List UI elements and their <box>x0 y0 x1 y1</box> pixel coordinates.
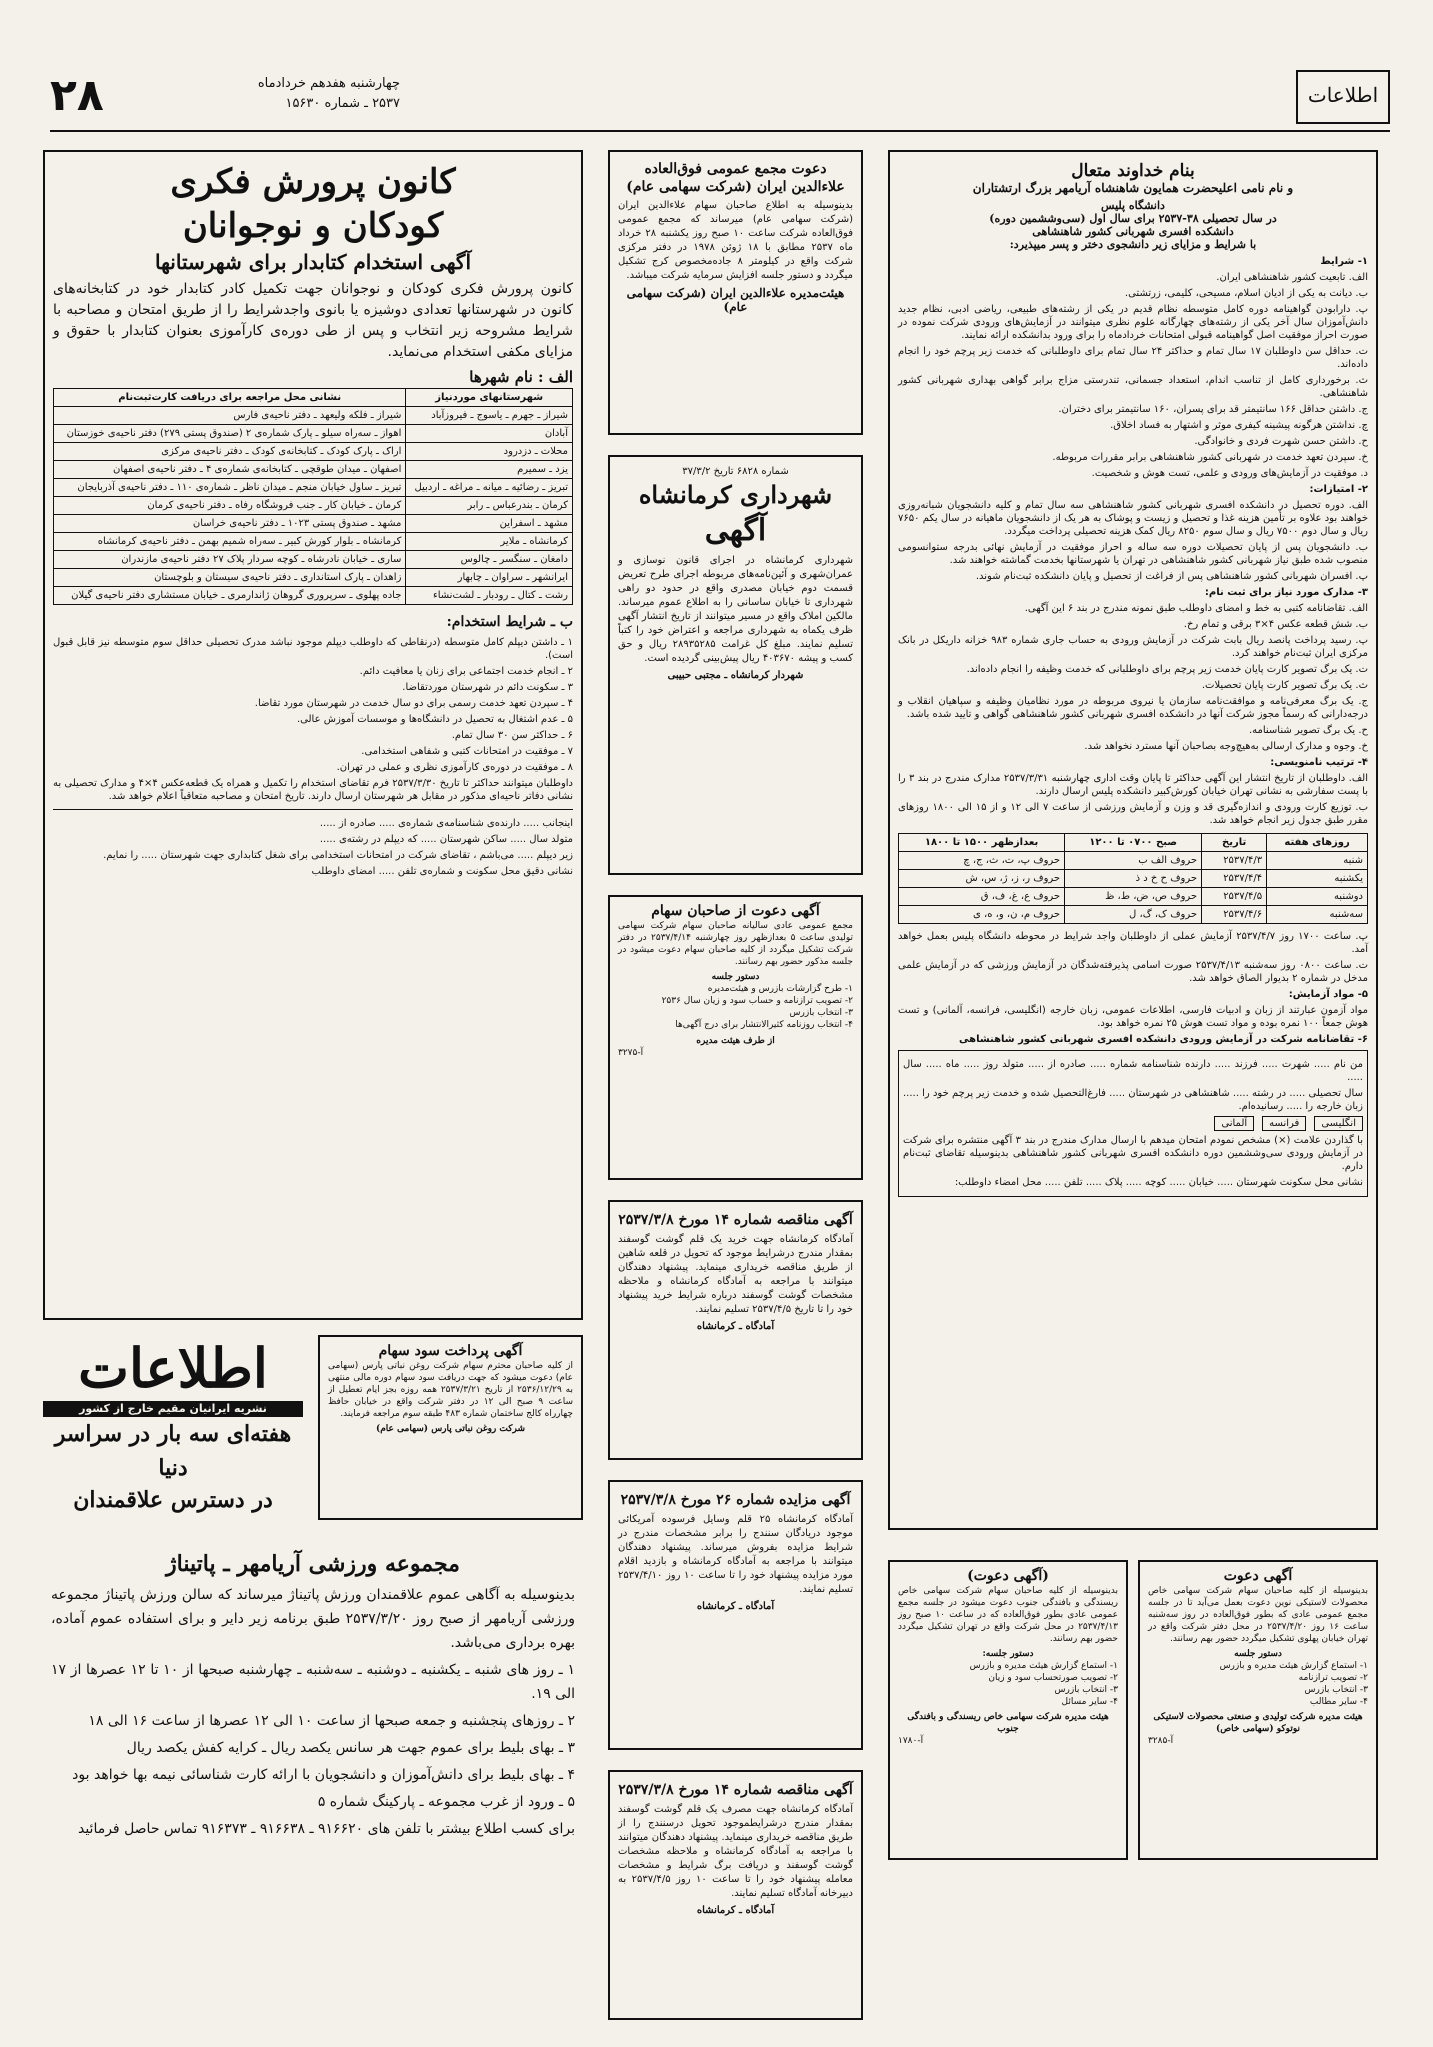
ettelaat-logo: اطلاعات <box>78 1336 268 1400</box>
table-cell: حروف ح خ د ذ <box>1065 870 1202 888</box>
table-row <box>899 888 1368 906</box>
issue-date: چهارشنبه هفدهم خردادماه ۲۵۳۷ ـ شماره ۱۵۶۳۰ <box>257 76 400 111</box>
shareholders-ad: آگهی دعوت از صاحبان سهام مجمع عمومی عادی سالیانه صاحبان سهام شرکت سهامی تولیدی ساعت ۵ بعدازظهر روز چهارشنبه ۲۵۳۷/۴/۱۴ در دفتر شرکت تشکیل میگردد از کلیه صاحبان سهام دعوت میشود در جلسه مذکور حضور بهم رسانند. دستور جلسه ۱- طرح گزارشات بازرس و هیئت‌مدیره ۲- تصویب ترازنامه و حساب سود و زیان سال ۲۵۳۶ ۳- انتخاب بازرس ۴- انتخاب روزنامه کثیرالانتشار برای درج آگهی‌ها از طرف هیئت مدیره آ-۳۲۷۵ <box>608 895 863 1180</box>
ettelaat-promo: اطلاعات نشریه ایرانیان مقیم خارج از کشور هفته‌ای سه بار در سراسر دنیا در دسترس علاقمندان <box>43 1335 303 1520</box>
table-cell: ۲۵۳۷/۴/۴ <box>1202 870 1267 888</box>
sport-complex-ad: مجموعه ورزشی آریامهر ـ پاتیناژ بدینوسیله به آگاهی عموم علاقمندان ورزش پاتیناژ میرساند که سالن ورزش پاتیناژ مجموعه ورزشی آریامهر از صبح روز ۲۵۳۷/۳/۲۰ طبق برنامه زیر دایر و برای استفاده عموم آماده، بهره برداری می‌باشد. ۱ ـ روز های شنبه ـ یکشنبه ـ دوشنبه ـ سه‌شنبه ـ چهارشنبه صبحها از ۱۰ تا ۱۲ عصرها از ۱۷ الی ۱۹. ۲ ـ روزهای پنجشنبه و جمعه صبحها از ساعت ۱۰ الی ۱۲ عصرها از ساعت ۱۶ الی ۱۸ ۳ ـ بهای بلیط برای عموم جهت هر سانس یکصد ریال ـ کرایه کفش یکصد ریال ۴ ـ بهای بلیط برای دانش‌آموزان و دانشجویان با ارائه کارت شناسائی نیمه بها خواهد بود ۵ ـ ورود از غرب مجموعه ـ پارکینگ شماره ۵ برای کسب اطلاع بیشتر با تلفن های ۹۱۶۶۲۰ ـ ۹۱۶۶۳۸ ـ ۹۱۶۳۷۳ تماس حاصل فرمائید <box>51 1551 575 1837</box>
table-row <box>54 497 573 515</box>
table-cell: کرمانشاه ـ بلوار کورش کبیر ـ سه‌راه شمیم بهمن ـ دفتر ناحیه‌ی کرمانشاه <box>54 533 406 551</box>
table-cell: حروف پ، ت، ث، ج، چ <box>899 852 1065 870</box>
kanoon-library-ad: کانون پرورش فکری کودکان و نوجوانان آگهی استخدام کتابدار برای شهرستانها کانون پرورش فکری کودکان و نوجوانان جهت تکمیل کادر کتابدار خود در کتابخانه‌های کانون در شهرستانها تعدادی دوشیزه یا بانوی واجدشرایط را از طریق امتحان و مصاحبه با شرایط مشروحه زیر انتخاب و پس از طی دوره‌ی کارآموزی بعنوان کتابدار با حقوق و مزایای مکفی استخدام می‌نماید. الف : نام شهرها شهرستانهای موردنیاز نشانی محل مراجعه برای دریافت کارت‌ثبت‌نام شیراز ـ جهرم ـ یاسوج ـ فیروزآباد شیراز ـ فلکه ولیعهد ـ دفتر ناحیه‌ی فارس آبادان اهواز ـ سه‌راه سیلو ـ پارک شماره‌ی ۲ (صندوق پستی ۲۷۹) دفتر ناحیه‌ی خوزستان محلات ـ دزدرود اراک ـ پارک کودک ـ کتابخانه‌ی کودک ـ دفتر ناحیه‌ی مرکزی یزد ـ سمیرم اصفهان ـ میدان طوقچی ـ کتابخانه‌ی شماره‌ی ۴ ـ دفتر ناحیه‌ی اصفهان تبریز ـ رضائیه ـ میانه ـ مراغه ـ اردبیل تبریز ـ ساول خیابان منجم ـ میدان ناظر ـ شماره‌ی ۱۱۰ ـ دفتر ناحیه‌ی آذربایجان کرمان ـ بندرعباس ـ رابر کرمان ـ خیابان کار ـ جنب فروشگاه رفاه ـ دفتر ناحیه‌ی کرمان مشهد ـ اسفراین مشهد ـ صندوق پستی ۱۰۲۳ ـ دفتر ناحیه‌ی خراسان کرمانشاه ـ ملایر کرمانشاه ـ بلوار کورش کبیر ـ سه‌راه شمیم بهمن ـ دفتر ناحیه‌ی کرمانشاه دامغان ـ سنگسر ـ چالوس ساری ـ خیابان نادرشاه ـ کوچه سردار پلاک ۲۷ دفتر ناحیه‌ی مازندران ایرانشهر ـ سراوان ـ چابهار زاهدان ـ پارک استانداری ـ دفتر ناحیه‌ی سیستان و بلوچستان رشت ـ کتال ـ رودبار ـ لشت‌نشاء جاده پهلوی ـ سرپروری گروهان ژاندارمری ـ خیابان مستشاری دفتر ناحیه‌ی گیلان ب ـ شرایط استخدام: ۱ ـ داشتن دیپلم کامل متوسطه (درنقاطی که داوطلب دیپلم موجود نباشد مدرک تحصیلی حداقل سوم متوسطه نیز قابل قبول است). ۲ ـ انجام خدمت اجتماعی برای زنان یا معافیت دائم. ۳ ـ سکونت دائم در شهرستان موردتقاضا. ۴ ـ سپردن تعهد خدمت رسمی برای دو سال خدمت در شهرستان مورد تقاضا. ۵ ـ عدم اشتغال به تحصیل در دانشگاه‌ها و موسسات آموزش عالی. ۶ ـ حداکثر سن ۳۰ سال تمام. ۷ ـ موفقیت در امتحانات کتبی و شفاهی استخدامی. ۸ ـ موفقیت در دوره‌ی کارآموزی نظری و عملی در تهران. داوطلبان میتوانند حداکثر تا تاریخ ۲۵۳۷/۳/۳۰ فرم تقاضای استخدام را تکمیل و همراه یک قطعه‌عکس ۴×۴ و مدارک تحصیلی به نشانی دفاتر ناحیه‌ای مذکور در مقابل هر شهرستان ارسال دارند. تاریخ امتحان و مصاحبه متعاقباً اعلام خواهد شد. اینجانب ..... دارنده‌ی شناسنامه‌ی شماره‌ی ..... صادره از ..... متولد سال ..... ساکن شهرستان ..... که دیپلم در رشته‌ی ..... زیر دیپلم ..... می‌باشم ، تقاضای شرکت در امتحانات استخدامی برای شغل کتابداری جهت شهرستان ..... را نمایم. نشانی دقیق محل سکونت و شماره‌ی تلفن ..... امضای داوطلب <box>43 150 583 1320</box>
table-cell: ۲۵۳۷/۴/۳ <box>1202 852 1267 870</box>
form-line: اینجانب ..... دارنده‌ی شناسنامه‌ی شماره‌ی ..... صادره از ..... <box>319 818 573 829</box>
table-header-cell: روزهای هفته <box>1267 834 1368 852</box>
table-cell: کرمان ـ بندرعباس ـ رابر <box>406 497 573 515</box>
table-row <box>54 443 573 461</box>
conditions-list <box>53 636 573 774</box>
condition-item: ۸ ـ موفقیت در دوره‌ی کارآموزی نظری و عملی در تهران. <box>336 762 573 773</box>
agenda-item: ۴- انتخاب روزنامه کثیرالانتشار برای درج آگهی‌ها <box>675 1020 853 1030</box>
table-cell: رشت ـ کتال ـ رودبار ـ لشت‌نشاء <box>406 587 573 605</box>
table-cell: شیراز ـ جهرم ـ یاسوج ـ فیروزآباد <box>406 407 573 425</box>
agenda-list <box>618 983 853 1031</box>
condition-item: ۴ ـ سپردن تعهد خدمت رسمی برای دو سال خدمت در شهرستان مورد تقاضا. <box>254 698 573 709</box>
table-cell: اراک ـ پارک کودک ـ کتابخانه‌ی کودک ـ دفتر ناحیه‌ی مرکزی <box>54 443 406 461</box>
employment-form <box>53 809 573 878</box>
table-cell: دوشنبه <box>1267 888 1368 906</box>
cities-table <box>53 388 573 605</box>
table-cell: حروف الف ب <box>1065 852 1202 870</box>
agenda-item: ۱- استماع گزارش هیئت مدیره و بازرس <box>1219 1661 1368 1671</box>
newspaper-logo: اطلاعات <box>1296 70 1390 124</box>
schedule-table <box>898 833 1368 924</box>
table-cell: حروف ص، ض، ط، ظ <box>1065 888 1202 906</box>
table-cell: یزد ـ سمیرم <box>406 461 573 479</box>
condition-item: ۵ ـ عدم اشتغال به تحصیل در دانشگاه‌ها و موسسات آموزش عالی. <box>296 714 573 725</box>
table-cell: حروف ک، گ، ل <box>1065 906 1202 924</box>
table-cell: مشهد ـ صندوق پستی ۱۰۲۳ ـ دفتر ناحیه‌ی خراسان <box>54 515 406 533</box>
table-row <box>54 587 573 605</box>
condition-item: ۲ ـ انجام خدمت اجتماعی برای زنان یا معافیت دائم. <box>359 666 573 677</box>
table-row <box>54 533 573 551</box>
table-row <box>899 906 1368 924</box>
table-row <box>54 569 573 587</box>
application-form: من نام ..... شهرت ..... فرزند ..... دارنده شناسنامه شماره ..... صادره از ..... متولد روز ..... ماه ..... سال ..... سال تحصیلی ..... در رشته ..... شاهنشاهی در شهرستان ..... فارغ‌التحصیل شده و خدمت زیر پرچم خود را ..... زبان خارجه را ..... رسانیده‌ام. انگلیسی فرانسه آلمانی با گذاردن علامت (×) مشخص نمودم امتحان میدهم با ارسال مدارک مندرج در بند ۳ آگهی منتشره برای شرکت در آزمایش ورودی سی‌وششمین دوره دانشکده افسری شهربانی کشور شاهنشاهی بدینوسیله تقاضای ثبت‌نام دارم. نشانی محل سکونت شهرستان ..... خیابان ..... کوچه ..... پلاک ..... تلفن ..... محل امضاء داوطلب: <box>898 1050 1368 1197</box>
table-cell: زاهدان ـ پارک استانداری ـ دفتر ناحیه‌ی سیستان و بلوچستان <box>54 569 406 587</box>
condition-item: ۳ ـ سکونت دائم در شهرستان موردتقاضا. <box>402 682 573 693</box>
table-cell: مشهد ـ اسفراین <box>406 515 573 533</box>
list-item: ۴ ـ بهای بلیط برای دانش‌آموزان و دانشجویان با ارائه کارت شناسائی نیمه بها خواهد بود <box>72 1767 575 1783</box>
table-row <box>54 461 573 479</box>
invitation-ad-2: (آگهی دعوت) بدینوسیله از کلیه صاحبان سهام شرکت سهامی خاص ریسندگی و بافندگی جنوب دعوت میشود در جلسه مجمع عمومی عادی بطور فوق‌العاده که در ساعت ۱۰ صبح روز ۲۵۳۷/۴/۱۳ در محل شرکت واقع در تهران تشکیل میگردد حضور بهم رسانند. دستور جلسه: ۱- استماع گزارش هیئت مدیره و بازرس ۲- تصویب صورتحساب سود و زیان ۳- انتخاب بازرس ۴- سایر مسائل هیئت مدیره شرکت سهامی خاص ریسندگی و بافندگی جنوب آ-۱۷۸۰ <box>888 1560 1128 1860</box>
language-option: فرانسه <box>1262 1116 1306 1131</box>
table-cell: اهواز ـ سه‌راه سیلو ـ پارک شماره‌ی ۲ (صندوق پستی ۲۷۹) دفتر ناحیه‌ی خوزستان <box>54 425 406 443</box>
table-header-cell: نشانی محل مراجعه برای دریافت کارت‌ثبت‌نام <box>54 389 406 407</box>
table-cell: اصفهان ـ میدان طوقچی ـ کتابخانه‌ی شماره‌ی ۴ ـ دفتر ناحیه‌ی اصفهان <box>54 461 406 479</box>
table-cell: کرمانشاه ـ ملایر <box>406 533 573 551</box>
table-cell: تبریز ـ ساول خیابان منجم ـ میدان ناظر ـ شماره‌ی ۱۱۰ ـ دفتر ناحیه‌ی آذربایجان <box>54 479 406 497</box>
table-cell: شیراز ـ فلکه ولیعهد ـ دفتر ناحیه‌ی فارس <box>54 407 406 425</box>
list-item: ۵ ـ ورود از غرب مجموعه ـ پارکینگ شماره ۵ <box>317 1794 575 1810</box>
table-cell: حروف م، ن، و، ه، ی <box>899 906 1065 924</box>
assembly-ad: دعوت مجمع عمومی فوق‌العاده علاءالدین ایران (شرکت سهامی عام) بدینوسیله به اطلاع صاحبان سهام علاءالدین ایران (شرکت سهامی عام) میرساند که مجمع عمومی فوق‌العاده شرکت ساعت ۱۰ صبح روز یکشنبه ۲۸ خرداد ماه ۲۵۳۷ مطابق با ۱۸ ژوئن ۱۹۷۸ در دفتر مرکزی شرکت واقع در کیلومتر ۸ جاده‌مخصوص کرج تشکیل میگردد و دستور جلسه افزایش سرمایه شرکت میباشد. هیئت‌مدیره علاءالدین ایران (شرکت سهامی عام) <box>608 150 863 435</box>
agenda-item: ۱- طرح گزارشات بازرس و هیئت‌مدیره <box>707 984 853 994</box>
table-cell: حروف ر، ز، ژ، س، ش <box>899 870 1065 888</box>
table-row <box>54 407 573 425</box>
table-cell: دامغان ـ سنگسر ـ چالوس <box>406 551 573 569</box>
table-header-cell: تاریخ <box>1202 834 1267 852</box>
form-line: زیر دیپلم ..... می‌باشم ، تقاضای شرکت در امتحانات استخدامی برای شغل کتابداری جهت شهرستان ..... را نمایم. <box>103 850 573 861</box>
table-cell: شنبه <box>1267 852 1368 870</box>
police-academy-ad: بنام خداوند متعال و نام نامی اعلیحضرت همایون شاهنشاه آریامهر بزرگ ارتشتاران دانشگاه پلیس در سال تحصیلی ۳۸-۲۵۳۷ برای سال اول (سی‌وششمین دوره) دانشکده افسری شهربانی کشور شاهنشاهی با شرایط و مزایای زیر دانشجوی دختر و پسر میپذیرد: ۱- شرایط الف. تابعیت کشور شاهنشاهی ایران. ب. دیانت به یکی از ادیان اسلام، مسیحی، کلیمی، زرتشتی. پ. دارابودن گواهینامه دوره کامل متوسطه نظام قدیم در یکی از رشته‌های طبیعی، ریاضی ادبی، نظام جدید دانش‌آموزان سال آخر یکی از رشته‌های چهارگانه علوم نظری میتوانند در آزمایش‌های ورودی شرکت نموده در صورت احراز موفقیت اصل گواهینامه قبولی امتحانات خردادماه را برای ورود بدانشکده ارائه نمایند. ت. حداقل سن داوطلبان ۱۷ سال تمام و حداکثر ۲۴ سال تمام برای داوطلبانی که خدمت زیر پرچم خود را انجام داده‌اند. ث. برخورداری کامل از تناسب اندام، استعداد جسمانی، تندرستی مزاج برابر گواهی بهداری شهربانی کشور شاهنشاهی. ج. داشتن حداقل ۱۶۶ سانتیمتر قد برای پسران، ۱۶۰ سانتیمتر برای دختران. چ. نداشتن هرگونه پیشینه کیفری موثر و اشتهار به فساد اخلاق. ح. داشتن حسن شهرت فردی و خانوادگی. خ. سپردن تعهد خدمت در شهربانی کشور شاهنشاهی برابر مقررات مربوطه. د. موفقیت در آزمایش‌های ورودی و علمی، تست هوش و شخصیت. ۲- امتیازات: الف. دوره تحصیل در دانشکده افسری شهربانی کشور شاهنشاهی سه سال تمام و کلیه دانشجویان شبانه‌روزی خواهند بود علاوه بر تأمین هزینه غذا و تحصیل و زیست و پوشاک به هر یک از دانشجویان ماهیانه در سال یکم ۷۶۵۰ ریال و سال دوم ۷۵۰۰ ریال و سال سوم ۸۲۵۰ ریال کمک هزینه تحصیلی پرداخت میگردد. ب. دانشجویان پس از پایان تحصیلات دوره سه ساله و احراز موفقیت در آزمایش نهائی بدرجه ستوانسومی منصوب شده طبق نیاز شهربانی کشور شاهنشاهی در تهران یا شهرستانها بخدمت گماشته خواهند شد. پ. افسران شهربانی کشور شاهنشاهی پس از فراغت از تحصیل و پایان دانشکده ثبت‌نام شوند. ۳- مدارک مورد نیاز برای ثبت نام: الف. تقاضانامه کتبی به خط و امضای داوطلب طبق نمونه مندرج در بند ۶ این آگهی. ب. شش قطعه عکس ۴×۳ برقی و تمام رخ. پ. رسید پرداخت پانصد ریال بابت شرکت در آزمایش ورودی به حساب جاری شماره ۹۸۳ خزانه داریکل در بانک مرکزی ایران ثبت‌نام خواهند کرد. ت. یک برگ تصویر کارت پایان خدمت زیر پرچم برای داوطلبانی که خدمت وظیفه را انجام داده‌اند. ث. یک برگ تصویر کارت پایان تحصیلات. ج. یک برگ معرفی‌نامه و موافقت‌نامه سازمان یا نیروی مربوطه در مورد نظامیان وظیفه و سپاهیان انقلاب و درجه‌دارانی که رسماً مجوز شرکت آنها در دانشکده افسری شهربانی کشور شاهنشاهی گواهی و تایید شده باشد. ح. یک برگ تصویر شناسنامه. خ. وجوه و مدارک ارسالی به‌هیچ‌وجه بصاحبان آنها مسترد نخواهد شد. ۴- ترتیب نامنویسی: الف. داوطلبان از تاریخ انتشار این آگهی حداکثر تا پایان وقت اداری چهارشنبه ۲۵۳۷/۳/۳۱ مدارک مندرج در بند ۳ را با پست سفارشی به نشانی تهران خیابان کورش‌کبیر دانشکده پلیس ارسال دارند. ب. توزیع کارت ورودی و اندازه‌گیری قد و وزن و آزمایش ورزشی از ساعت ۷ الی ۱۲ و از ۱۵ الی ۱۸۰۰ روزهای مقرر طبق جدول زیر انجام خواهد شد. روزهای هفته تاریخ صبح ۰۷۰۰ تا ۱۲۰۰ بعدازظهر ۱۵۰۰ تا ۱۸۰۰ شنبه ۲۵۳۷/۴/۳ حروف الف ب حروف پ، ت، ث، ج، چ یکشنبه ۲۵۳۷/۴/۴ حروف ح خ د ذ حروف ر، ز، ژ، س، ش دوشنبه ۲۵۳۷/۴/۵ حروف ص، ض، ط، ظ حروف ع، غ، ف، ق سه‌شنبه ۲۵۳۷/۴/۶ حروف ک، گ، ل حروف م، ن، و، ه، ی پ. ساعت ۱۷۰۰ روز ۲۵۳۷/۴/۷ آزمایش عملی از داوطلبان واجد شرایط در محوطه دانشگاه پلیس بعمل خواهد آمد. ت. ساعت ۰۸۰۰ روز سه‌شنبه ۲۵۳۷/۴/۱۳ صورت اسامی پذیرفته‌شدگان در آزمایش ورزشی که در آزمایش علمی مدخل در شماره ۲ بدیوار الصاق خواهد شد. ۵- مواد آزمایش: مواد آزمون عبارتند از زبان و ادبیات فارسی، اطلاعات عمومی، زبان خارجه (انگلیسی، فرانسه، آلمانی) و تست هوش جمعاً ۱۰۰ نمره بوده و مواد تست هوش ۲۵ نمره خواهد بود. ۶- تقاضانامه شرکت در آزمایش ورودی دانشکده افسری شهربانی کشور شاهنشاهی من نام ..... شهرت ..... فرزند ..... دارنده شناسنامه شماره ..... صادره از ..... متولد روز ..... ماه ..... سال ..... سال تحصیلی ..... در رشته ..... شاهنشاهی در شهرستان ..... فارغ‌التحصیل شده و خدمت زیر پرچم خود را ..... زبان خارجه را ..... رسانیده‌ام. انگلیسی فرانسه آلمانی با گذاردن علامت (×) مشخص نمودم امتحان میدهم با ارسال مدارک مندرج در بند ۳ آگهی منتشره برای شرکت در آزمایش ورودی سی‌وششمین دوره دانشکده افسری شهربانی کشور شاهنشاهی بدینوسیله تقاضای ثبت‌نام دارم. نشانی محل سکونت شهرستان ..... خیابان ..... کوچه ..... پلاک ..... تلفن ..... محل امضاء داوطلب: <box>888 150 1378 1530</box>
table-cell: تبریز ـ رضائیه ـ میانه ـ مراغه ـ اردبیل <box>406 479 573 497</box>
table-cell: حروف ع، غ، ف، ق <box>899 888 1065 906</box>
agenda-item: ۳- انتخاب بازرس <box>1054 1685 1118 1695</box>
agenda-item: ۳- انتخاب بازرس <box>789 1008 853 1018</box>
condition-item: ۱ ـ داشتن دیپلم کامل متوسطه (درنقاطی که داوطلب دیپلم موجود نباشد مدرک تحصیلی حداقل سوم متوسطه نیز قابل قبول است). <box>53 637 573 661</box>
table-row <box>899 852 1368 870</box>
dividend-ad: آگهی پرداخت سود سهام از کلیه صاحبان محترم سهام شرکت روغن نباتی پارس (سهامی عام) دعوت میشود که جهت دریافت سود سهام دوره مالی منتهی به ۲۵۳۶/۱۲/۲۹ از تاریخ ۲۵۳۷/۳/۲۱ همه روزه بجز ایام تعطیل از ساعت ۹ صبح الی ۱۲ در دفتر شرکت واقع در خیابان حافظ چهارراه کالج ساختمان شماره ۴۸۳ طبقه سوم مراجعه فرمایند. شرکت روغن نباتی پارس (سهامی عام) <box>318 1335 583 1520</box>
table-row <box>54 515 573 533</box>
agenda-item: ۳- انتخاب بازرس <box>1304 1685 1368 1695</box>
language-option: آلمانی <box>1214 1116 1254 1131</box>
tender-14b-ad: آگهی مناقصه شماره ۱۴ مورخ ۲۵۳۷/۳/۸ آمادگاه کرمانشاه جهت مصرف یک قلم گوشت گوسفند بمقدار مندرج درشرایطموجود تحویل درسنندج را از طریق مناقصه خریداری مینماید. پیشنهاد دهندگان میتوانند با مراجعه به آمادگاه کرمانشاه و ملاحظه مشخصات گوشت گوسفند و دریافت برگ شرایط و مشخصات معامله پیشنهاد خود را تا ساعت ۱۰ روز ۲۵۳۷/۴/۵ به دبیرخانه آمادگاه تسلیم نمایند. آمادگاه ـ کرمانشاه <box>608 1770 863 2020</box>
table-cell: ۲۵۳۷/۴/۶ <box>1202 906 1267 924</box>
form-line: متولد سال ..... ساکن شهرستان ..... که دیپلم در رشته‌ی ..... <box>319 834 573 845</box>
invitation-ad-1: آگهی دعوت بدینوسیله از کلیه صاحبان سهام شرکت سهامی خاص محصولات لاستیکی نوین دعوت بعمل می‌آید تا در جلسه مجمع عمومی عادی که بطور فوق‌العاده در روز سه‌شنبه ساعت ۱۶ روز ۲۵۳۷/۴/۲۰ در محل دفتر شرکت واقع در تهران خیابان پهلوی تشکیل میگردد حضور بهم رسانند. دستور جلسه ۱- استماع گزارش هیئت مدیره و بازرس ۲- تصویب ترازنامه ۳- انتخاب بازرس ۴- سایر مطالب هیئت مدیره شرکت تولیدی و صنعتی محصولات لاستیکی نوتوکو (سهامی خاص) آ-۳۲۸۵ <box>1138 1560 1378 1860</box>
table-cell: ایرانشهر ـ سراوان ـ چابهار <box>406 569 573 587</box>
condition-item: ۶ ـ حداکثر سن ۳۰ سال تمام. <box>451 730 573 741</box>
kermanshah-municipality-ad: شماره ۶۸۲۸ تاریخ ۳۷/۳/۲ شهرداری کرمانشاه آگهی شهرداری کرمانشاه در اجرای قانون نوسازی و عمران‌شهری و آئین‌نامه‌های مربوطه اجرای طرح تعریض قسمت دوم خیابان مصدری واقع در حدود دو راهی شهرداری تا خیابان ساسانی را به اطلاع عموم میرساند. مالکین املاک واقع در مسیر میتوانند از تاریخ انتشار آگهی ظرف یکماه به شهرداری مراجعه و اعتراض خود را کتباً تسلیم نمایند. مبلغ کل غرامت ۲۸۹۳۵۲۸۵ ریال و حق کسب و پیشه ۴۰۳۶۷۰ ریال پیش‌بینی گردیده است. شهردار کرمانشاه ـ مجتبی حبیبی <box>608 455 863 875</box>
table-header-cell: بعدازظهر ۱۵۰۰ تا ۱۸۰۰ <box>899 834 1065 852</box>
table-header-cell: صبح ۰۷۰۰ تا ۱۲۰۰ <box>1065 834 1202 852</box>
language-options <box>903 1116 1363 1131</box>
table-row <box>54 551 573 569</box>
ad-title: بنام خداوند متعال <box>1071 161 1195 181</box>
table-cell: کرمان ـ خیابان کار ـ جنب فروشگاه رفاه ـ دفتر ناحیه‌ی کرمان <box>54 497 406 515</box>
list-item: ۱ ـ روز های شنبه ـ یکشنبه ـ دوشنبه ـ سه‌شنبه ـ چهارشنبه صبحها از ۱۰ تا ۱۲ عصرها از ۱۷ الی ۱۹. <box>51 1662 575 1702</box>
table-row <box>54 425 573 443</box>
form-line: نشانی دقیق محل سکونت و شماره‌ی تلفن ..... امضای داوطلب <box>311 866 573 877</box>
table-cell: آبادان <box>406 425 573 443</box>
agenda-item: ۲- تصویب ترازنامه <box>1298 1673 1368 1683</box>
condition-item: ۷ ـ موفقیت در امتحانات کتبی و شفاهی استخدامی. <box>361 746 573 757</box>
table-cell: جاده پهلوی ـ سرپروری گروهان ژاندارمری ـ خیابان مستشاری دفتر ناحیه‌ی گیلان <box>54 587 406 605</box>
agenda-item: ۱- استماع گزارش هیئت مدیره و بازرس <box>969 1661 1118 1671</box>
table-row <box>54 479 573 497</box>
agenda-item: ۴- سایر مسائل <box>1061 1697 1118 1707</box>
agenda-item: ۴- سایر مطالب <box>1309 1697 1368 1707</box>
table-cell: ساری ـ خیابان نادرشاه ـ کوچه سردار پلاک ۲۷ دفتر ناحیه‌ی مازندران <box>54 551 406 569</box>
agenda-item: ۲- تصویب ترازنامه و حساب سود و زیان سال ۲۵۳۶ <box>661 996 853 1006</box>
tender-14-ad: آگهی مناقصه شماره ۱۴ مورخ ۲۵۳۷/۳/۸ آمادگاه کرمانشاه جهت خرید یک قلم گوشت گوسفند بمقدار مندرج درشرایط موجود که تحویل در قلعه شاهین از طریق مناقصه خریداری مینماید. پیشنهاد دهندگان میتوانند با مراجعه به آمادگاه کرمانشاه و ملاحظه مشخصات گوشت گوسفند درباره شرایط خرید پیشنهاد خود را تا تاریخ ۲۵۳۷/۴/۵ تسلیم نمایند. آمادگاه ـ کرمانشاه <box>608 1200 863 1460</box>
auction-26-ad: آگهی مزایده شماره ۲۶ مورخ ۲۵۳۷/۳/۸ آمادگاه کرمانشاه ۲۵ قلم وسایل فرسوده آمریکائی موجود دریادگان سنندج را برابر مشخصات مندرج در شرایط مزایده بفروش میرساند. پیشنهاد دهندگان میتوانند با مراجعه به آمادگاه کرمانشاه و بازدید اقلام مورد مزایده پیشنهاد خود را تا ساعت ۱۰ روز ۲۵۳۷/۴/۱۰ تسلیم نمایند. آمادگاه ـ کرمانشاه <box>608 1480 863 1750</box>
agenda-list <box>898 1660 1118 1708</box>
agenda-item: ۲- تصویب صورتحساب سود و زیان <box>988 1673 1118 1683</box>
list-item: ۲ ـ روزهای پنجشنبه و جمعه صبحها از ساعت ۱۰ الی ۱۲ عصرها از ساعت ۱۶ الی ۱۸ <box>88 1713 575 1729</box>
table-header-cell: شهرستانهای موردنیاز <box>406 389 573 407</box>
table-row <box>899 870 1368 888</box>
agenda-list <box>1148 1660 1368 1708</box>
page-header <box>50 70 1390 132</box>
language-option: انگلیسی <box>1314 1116 1363 1131</box>
table-cell: یکشنبه <box>1267 870 1368 888</box>
table-cell: محلات ـ دزدرود <box>406 443 573 461</box>
table-cell: ۲۵۳۷/۴/۵ <box>1202 888 1267 906</box>
page-number: ۲۸ <box>50 70 104 121</box>
sport-schedule-list <box>51 1658 575 1814</box>
table-cell: سه‌شنبه <box>1267 906 1368 924</box>
list-item: ۳ ـ بهای بلیط برای عموم جهت هر سانس یکصد ریال ـ کرایه کفش یکصد ریال <box>126 1740 575 1756</box>
